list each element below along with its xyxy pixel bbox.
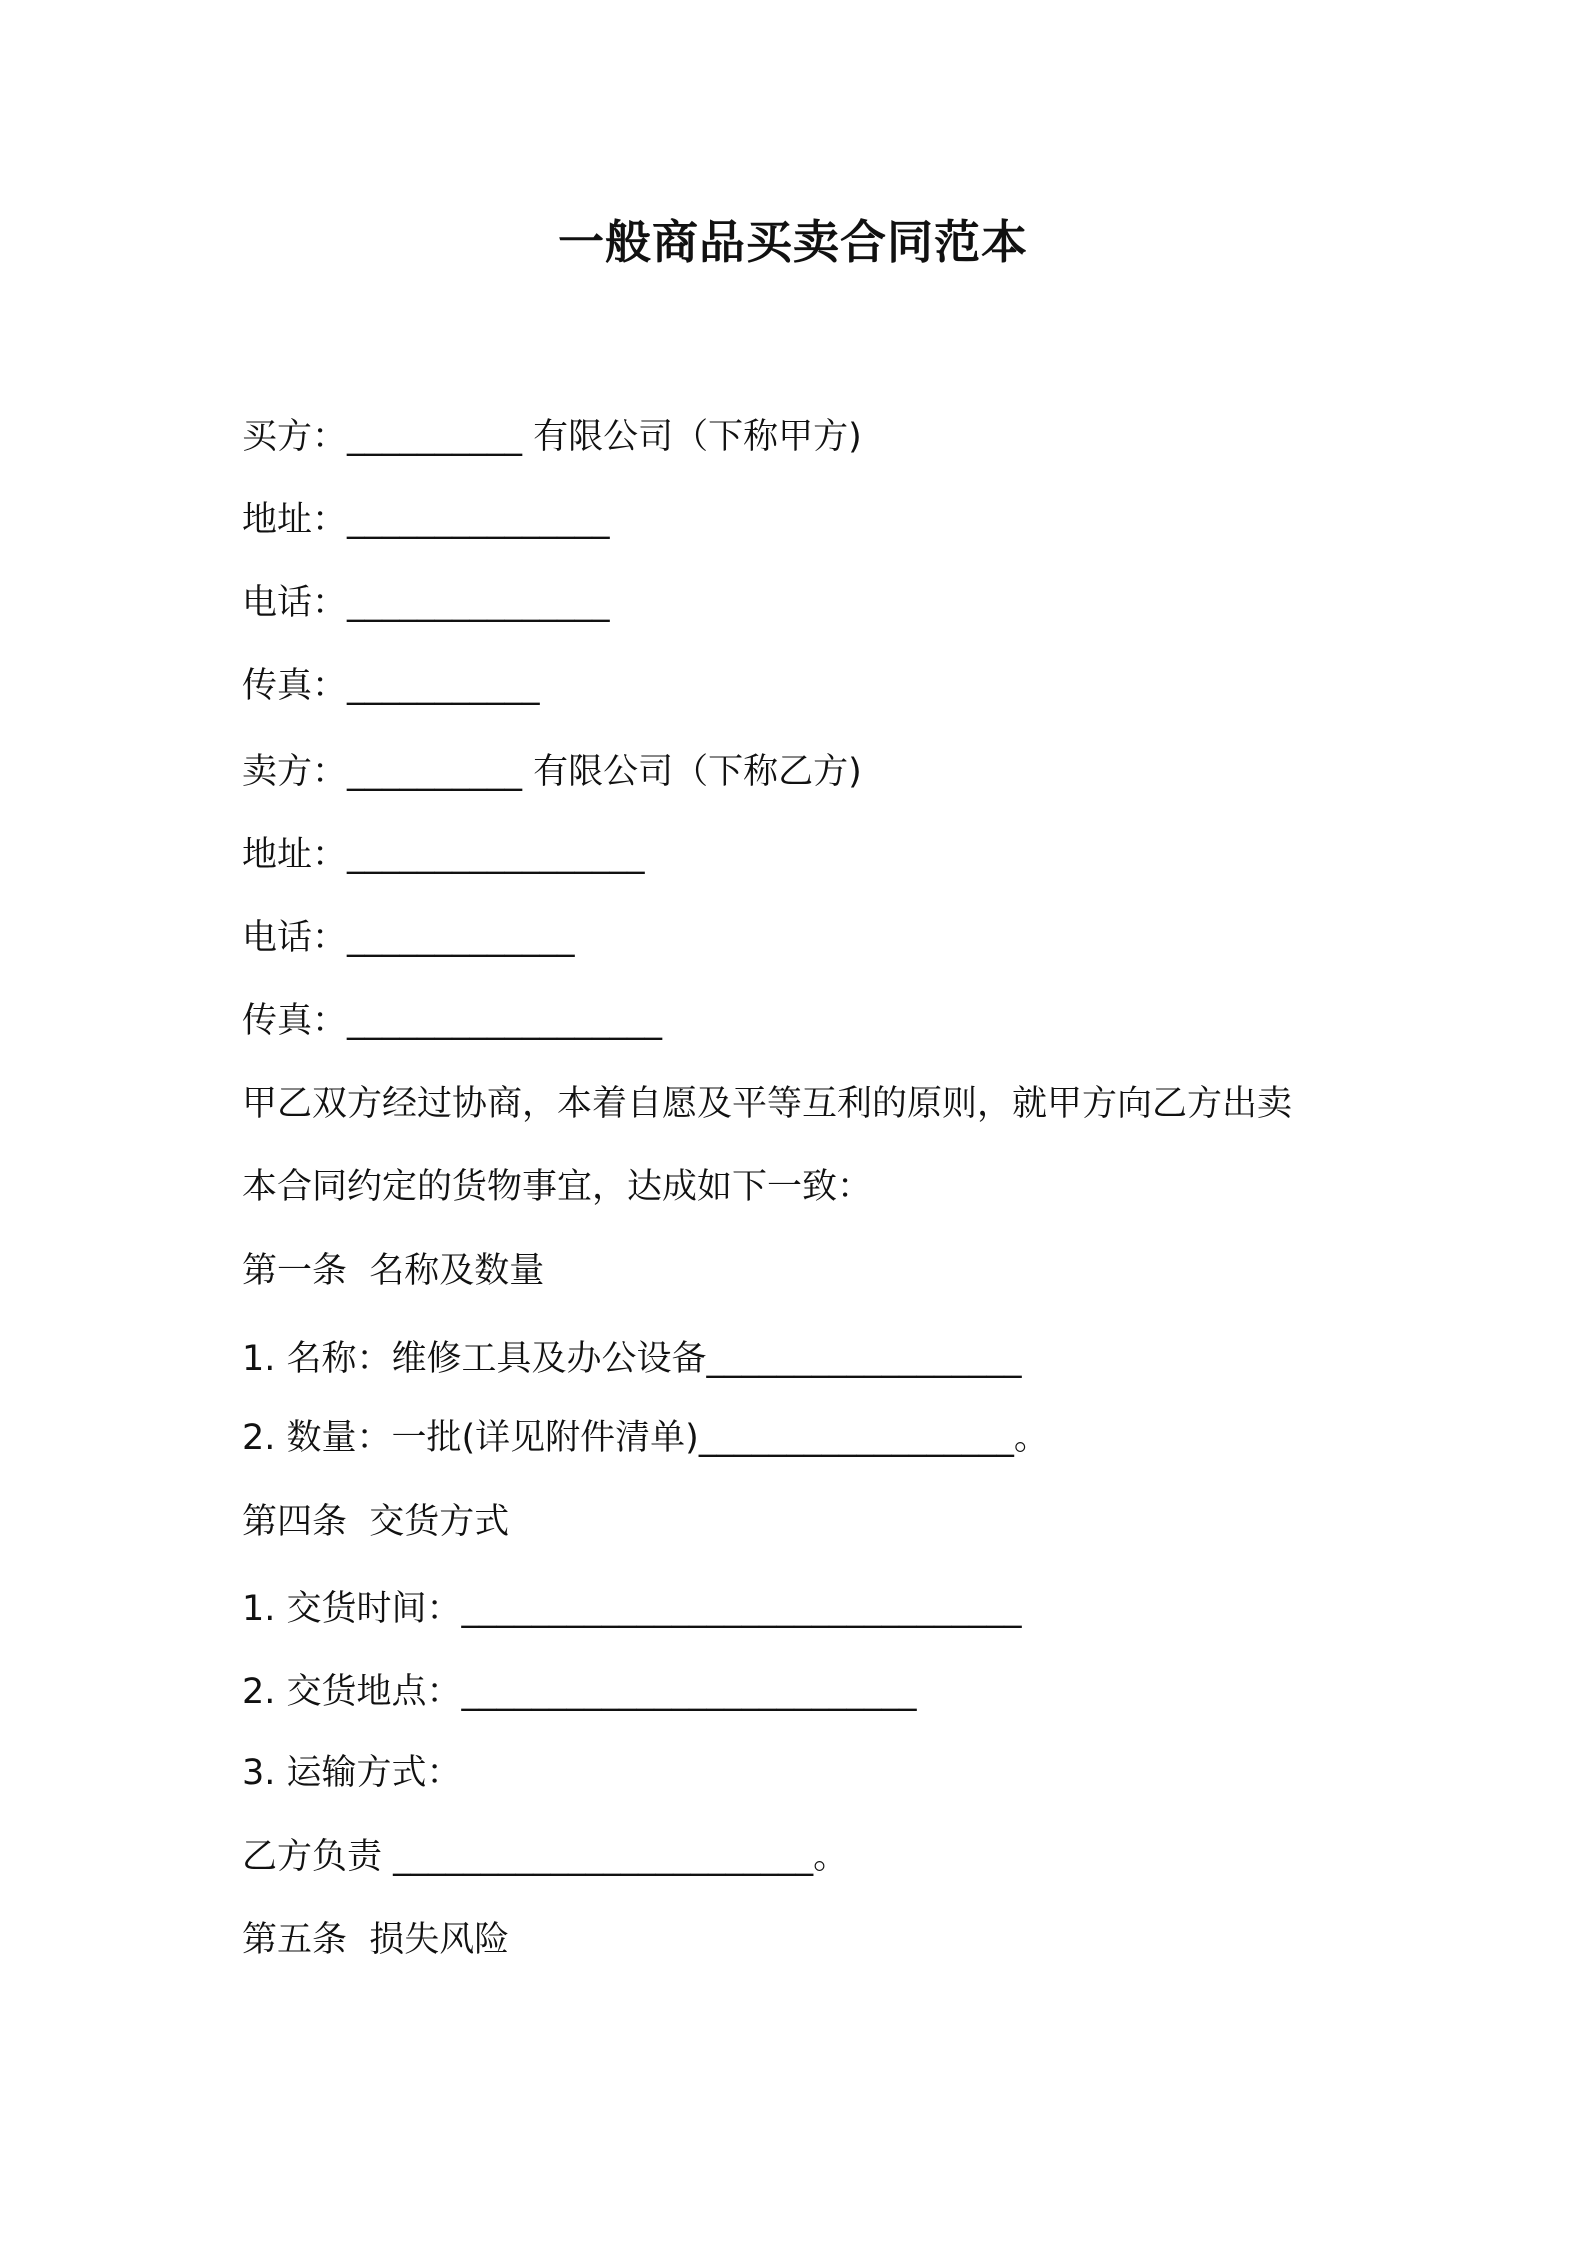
article-4-responsibility-line: 乙方负责 ________________________。 [242,1837,849,1877]
seller-fax-line: 传真：__________________ [242,1001,663,1041]
paragraph-line-2: 本合同约定的货物事宜，达成如下一致： [242,1167,873,1207]
article-1-heading: 第一条 名称及数量 [242,1251,545,1291]
paragraph-line-1: 甲乙双方经过协商，本着自愿及平等互利的原则，就甲方向乙方出卖 [242,1084,1293,1124]
article-4-heading: 第四条 交货方式 [242,1502,510,1542]
seller-line: 卖方：__________ 有限公司（下称乙方) [242,752,862,792]
buyer-line: 买方：__________ 有限公司（下称甲方) [242,417,862,457]
buyer-address-line: 地址：_______________ [242,500,610,540]
buyer-fax-line: 传真：___________ [242,666,540,706]
article-4-item-1: 1. 交货时间：________________________________ [242,1589,1022,1629]
article-4-item-3: 3. 运输方式： [242,1753,462,1793]
article-1-item-2: 2. 数量：一批(详见附件清单)__________________。 [242,1418,1049,1458]
article-4-item-2: 2. 交货地点：__________________________ [242,1672,917,1712]
document-title: 一般商品买卖合同范本 [558,215,1028,269]
seller-phone-line: 电话：_____________ [242,918,575,958]
article-5-heading: 第五条 损失风险 [242,1920,510,1960]
seller-address-line: 地址：_________________ [242,835,645,875]
buyer-phone-line: 电话：_______________ [242,583,610,623]
article-1-item-1: 1. 名称：维修工具及办公设备__________________ [242,1339,1022,1379]
